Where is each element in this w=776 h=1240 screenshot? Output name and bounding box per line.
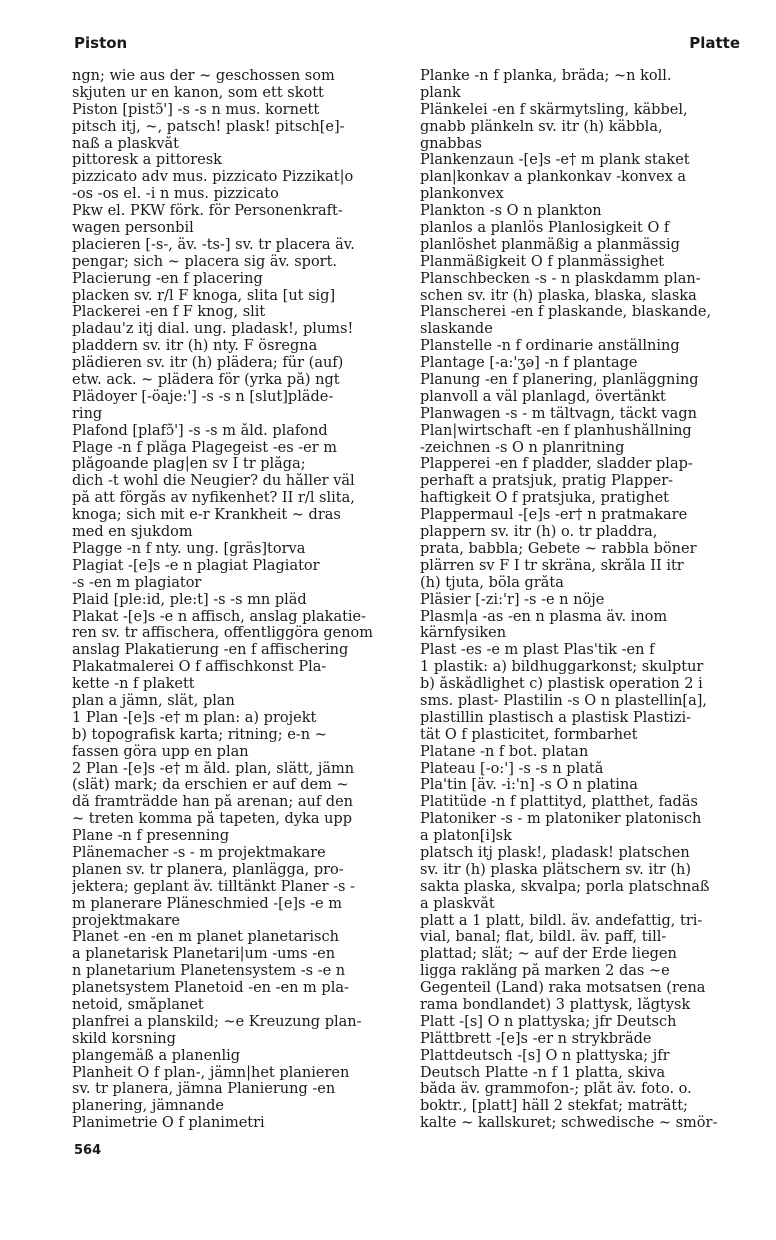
header-last-entry: Platte [689,34,740,52]
dictionary-line: Platitüde -n f plattityd, platthet, fadäs [420,794,698,811]
dictionary-line: Plaid [ple:id, ple:t] -s -s mn pläd [72,591,307,608]
dictionary-line: gnabb plänkeln sv. itr (h) käbbla, [420,118,663,135]
dictionary-line: Plättbrett -[e]s -er n strykbräde [420,1030,652,1047]
dictionary-line: Plasm|a -as -en n plasma äv. inom [420,608,668,625]
dictionary-line: Gegenteil (Land) raka motsatsen (rena [420,980,706,997]
dictionary-line: Plänemacher -s - m projektmakare [72,844,326,861]
dictionary-line: naß a plaskvåt [72,135,179,152]
dictionary-line: Planheit O f plan-, jämn|het planieren [72,1064,350,1081]
running-head [74,34,740,54]
dictionary-line: då framträdde han på arenan; auf den [72,794,353,811]
dictionary-line: wagen personbil [72,220,194,237]
dictionary-line: Plateau [-o:'] -s -s n platå [420,760,604,777]
dictionary-line: Plakat -[e]s -e n affisch, anslag plakatie- [72,608,367,625]
dictionary-line: plågoande plag|en sv I tr plåga; [72,456,306,473]
dictionary-line: etw. ack. ~ plädera för (yrka på) ngt [72,372,340,389]
dictionary-line: Plankton -s O n plankton [420,203,602,220]
dictionary-line: n planetarium Planetensystem -s -e n [72,963,346,980]
dictionary-line: plank [420,84,461,101]
dictionary-line: boktr., [platt] häll 2 stekfat; maträtt; [420,1098,688,1115]
dictionary-line: Plantage [-a:'ʒə] -n f plantage [420,355,638,372]
dictionary-line: plattad; slät; ~ auf der Erde liegen [420,946,677,963]
dictionary-line: Plafond [plafɔ̃'] -s -s m åld. plafond [72,422,328,439]
dictionary-line: Placierung -en f placering [72,270,263,287]
dictionary-line: Pkw el. PKW förk. för Personenkraft- [72,203,343,220]
dictionary-line: projektmakare [72,912,180,929]
page-number: 564 [74,1143,102,1158]
dictionary-line: Piston [pistɔ̃'] -s -s n mus. kornett [72,101,320,118]
dictionary-line: sv. itr (h) plaska plätschern sv. itr (h) [420,861,691,878]
dictionary-line: plan|konkav a plankonkav -konvex a [420,169,687,186]
dictionary-line: ~ treten komma på tapeten, dyka upp [72,811,352,828]
dictionary-line: 1 Plan -[e]s -e† m plan: a) projekt [72,709,317,726]
dictionary-line: planfrei a planskild; ~e Kreuzung plan- [72,1013,362,1030]
dictionary-line: fassen göra upp en plan [72,743,249,760]
dictionary-line: (h) tjuta, böla gråta [420,574,564,591]
dictionary-line: plankonvex [420,186,504,203]
dictionary-line: Planschbecken -s - n plaskdamm plan- [420,270,701,287]
dictionary-line: plastillin plastisch a plastisk Plastizi- [420,709,691,726]
dictionary-line: Planmäßigkeit O f planmässighet [420,253,665,270]
dictionary-line: haftigkeit O f pratsjuka, pratighet [420,490,669,507]
dictionary-line: tät O f plasticitet, formbarhet [420,726,638,743]
dictionary-line: a plaskvåt [420,895,495,912]
dictionary-line: dich -t wohl die Neugier? du håller väl [72,473,355,490]
dictionary-line: Plan|wirtschaft -en f planhushållning [420,422,692,439]
dictionary-line: kalte ~ kallskuret; schwedische ~ smör- [420,1115,718,1132]
dictionary-line: ligga raklång på marken 2 das ~e [420,963,670,980]
dictionary-line: Planstelle -n f ordinarie anställning [420,338,680,355]
dictionary-line: planetsystem Planetoid -en -en m pla- [72,980,349,997]
dictionary-line: planen sv. tr planera, planlägga, pro- [72,861,344,878]
right-column [420,68,744,1132]
dictionary-line: Plagiat -[e]s -e n plagiat Plagiator [72,557,320,574]
dictionary-line: pizzicato adv mus. pizzicato Pizzikat|o [72,169,354,186]
dictionary-line: a planetarisk Planetari|um -ums -en [72,946,336,963]
dictionary-line: båda äv. grammofon-; plåt äv. foto. o. [420,1081,692,1098]
dictionary-line: Platt -[s] O n plattyska; jfr Deutsch [420,1013,677,1030]
dictionary-line: 2 Plan -[e]s -e† m åld. plan, slätt, jämn [72,760,355,777]
dictionary-line: Platoniker -s - m platoniker platonisch [420,811,702,828]
dictionary-line: pitsch itj, ~, patsch! plask! pitsch[e]- [72,118,345,135]
dictionary-line: pladau'z itj dial. ung. pladask!, plums! [72,321,354,338]
dictionary-line: Plakatmalerei O f affischkonst Pla- [72,659,327,676]
dictionary-line: Plane -n f presenning [72,828,230,845]
dictionary-line: sms. plast- Plastilin -s O n plastellin[a], [420,692,707,709]
dictionary-line: b) topografisk karta; ritning; e-n ~ [72,726,327,743]
dictionary-line: pladdern sv. itr (h) nty. F ösregna [72,338,318,355]
dictionary-line: med en sjukdom [72,524,193,541]
dictionary-line: -zeichnen -s O n planritning [420,439,625,456]
dictionary-line: Plappermaul -[e]s -er† n pratmakare [420,507,688,524]
dictionary-line: Planung -en f planering, planläggning [420,372,699,389]
dictionary-line: Plackerei -en f F knog, slit [72,304,266,321]
dictionary-line: vial, banal; flat, bildl. äv. paff, till- [420,929,667,946]
dictionary-line: anslag Plakatierung -en f affischering [72,642,349,659]
dictionary-line: Plattdeutsch -[s] O n plattyska; jfr [420,1047,670,1064]
dictionary-line: Plapperei -en f pladder, sladder plap- [420,456,693,473]
dictionary-line: Planke -n f planka, bräda; ~n koll. [420,68,672,84]
dictionary-line: Platane -n f bot. platan [420,743,589,760]
dictionary-line: kärnfysiken [420,625,507,642]
dictionary-line: Planscherei -en f plaskande, blaskande, [420,304,712,321]
dictionary-line: platt a 1 platt, bildl. äv. andefattig, tri- [420,912,703,929]
dictionary-line: plangemäß a planenlig [72,1047,241,1064]
dictionary-line: plädieren sv. itr (h) plädera; für (auf) [72,355,344,372]
dictionary-line: plärren sv F I tr skräna, skråla II itr [420,557,684,574]
left-column [72,68,398,1132]
dictionary-line: placieren [-s-, äv. -ts-] sv. tr placera äv. [72,236,355,253]
dictionary-line: Pla'tin [äv. -i:'n] -s O n platina [420,777,638,794]
dictionary-line: Plage -n f plåga Plagegeist -es -er m [72,439,338,456]
dictionary-line: skild korsning [72,1030,176,1047]
dictionary-line: pittoresk a pittoresk [72,152,222,169]
dictionary-line: ren sv. tr affischera, offentliggöra genom [72,625,374,642]
dictionary-line: jektera; geplant äv. tilltänkt Planer -s - [72,878,355,895]
dictionary-line: placken sv. r/l F knoga, slita [ut sig] [72,287,336,304]
dictionary-line: ngn; wie aus der ~ geschossen som [72,68,335,84]
dictionary-line: -os -os el. -i n mus. pizzicato [72,186,279,203]
dictionary-line: platsch itj plask!, pladask! platschen [420,844,690,861]
dictionary-line: 1 plastik: a) bildhuggarkonst; skulptur [420,659,704,676]
dictionary-line: planlos a planlös Planlosigkeit O f [420,220,670,237]
dictionary-line: planlöshet planmäßig a planmässig [420,236,680,253]
dictionary-line: Planet -en -en m planet planetarisch [72,929,339,946]
dictionary-line: Deutsch Platte -n f 1 platta, skiva [420,1064,666,1081]
dictionary-line: netoid, småplanet [72,996,204,1013]
dictionary-line: plappern sv. itr (h) o. tr pladdra, [420,524,658,541]
dictionary-line: Planwagen -s - m tältvagn, täckt vagn [420,405,697,422]
dictionary-line: Plänkelei -en f skärmytsling, käbbel, [420,101,688,118]
dictionary-line: slaskande [420,321,493,338]
header-first-entry: Piston [74,34,128,52]
dictionary-line: pengar; sich ~ placera sig äv. sport. [72,253,338,270]
dictionary-line: rama bondlandet) 3 plattysk, lågtysk [420,996,691,1013]
dictionary-line: (slät) mark; da erschien er auf dem ~ [72,777,349,794]
dictionary-line: sv. tr planera, jämna Planierung -en [72,1081,336,1098]
dictionary-line: knoga; sich mit e-r Krankheit ~ dras [72,507,341,524]
dictionary-line: skjuten ur en kanon, som ett skott [72,84,324,101]
dictionary-line: a platon[i]sk [420,828,512,845]
dictionary-line: m planerare Pläneschmied -[e]s -e m [72,895,342,912]
dictionary-line: Plast -es -e m plast Plas'tik -en f [420,642,655,659]
dictionary-line: schen sv. itr (h) plaska, blaska, slaska [420,287,697,304]
dictionary-line: plan a jämn, slät, plan [72,692,235,709]
dictionary-line: prata, babbla; Gebete ~ rabbla böner [420,540,697,557]
dictionary-line: Plankenzaun -[e]s -e† m plank staket [420,152,690,169]
dictionary-line: gnabbas [420,135,482,152]
dictionary-line: planering, jämnande [72,1098,224,1115]
dictionary-line: sakta plaska, skvalpa; porla platschnaß [420,878,710,895]
dictionary-line: Pläsier [-zi:'r] -s -e n nöje [420,591,605,608]
dictionary-line: ring [72,405,103,422]
dictionary-line: Plädoyer [-öaje:'] -s -s n [slut]pläde- [72,388,334,405]
dictionary-line: Planimetrie O f planimetri [72,1115,265,1132]
dictionary-line: Plagge -n f nty. ung. [gräs]torva [72,540,306,557]
dictionary-line: perhaft a pratsjuk, pratig Plapper- [420,473,674,490]
dictionary-line: -s -en m plagiator [72,574,202,591]
dictionary-line: på att förgås av nyfikenhet? II r/l slita, [72,490,355,507]
dictionary-line: kette -n f plakett [72,676,195,693]
dictionary-line: planvoll a väl planlagd, övertänkt [420,388,666,405]
dictionary-line: b) åskådlighet c) plastisk operation 2 i [420,676,703,693]
